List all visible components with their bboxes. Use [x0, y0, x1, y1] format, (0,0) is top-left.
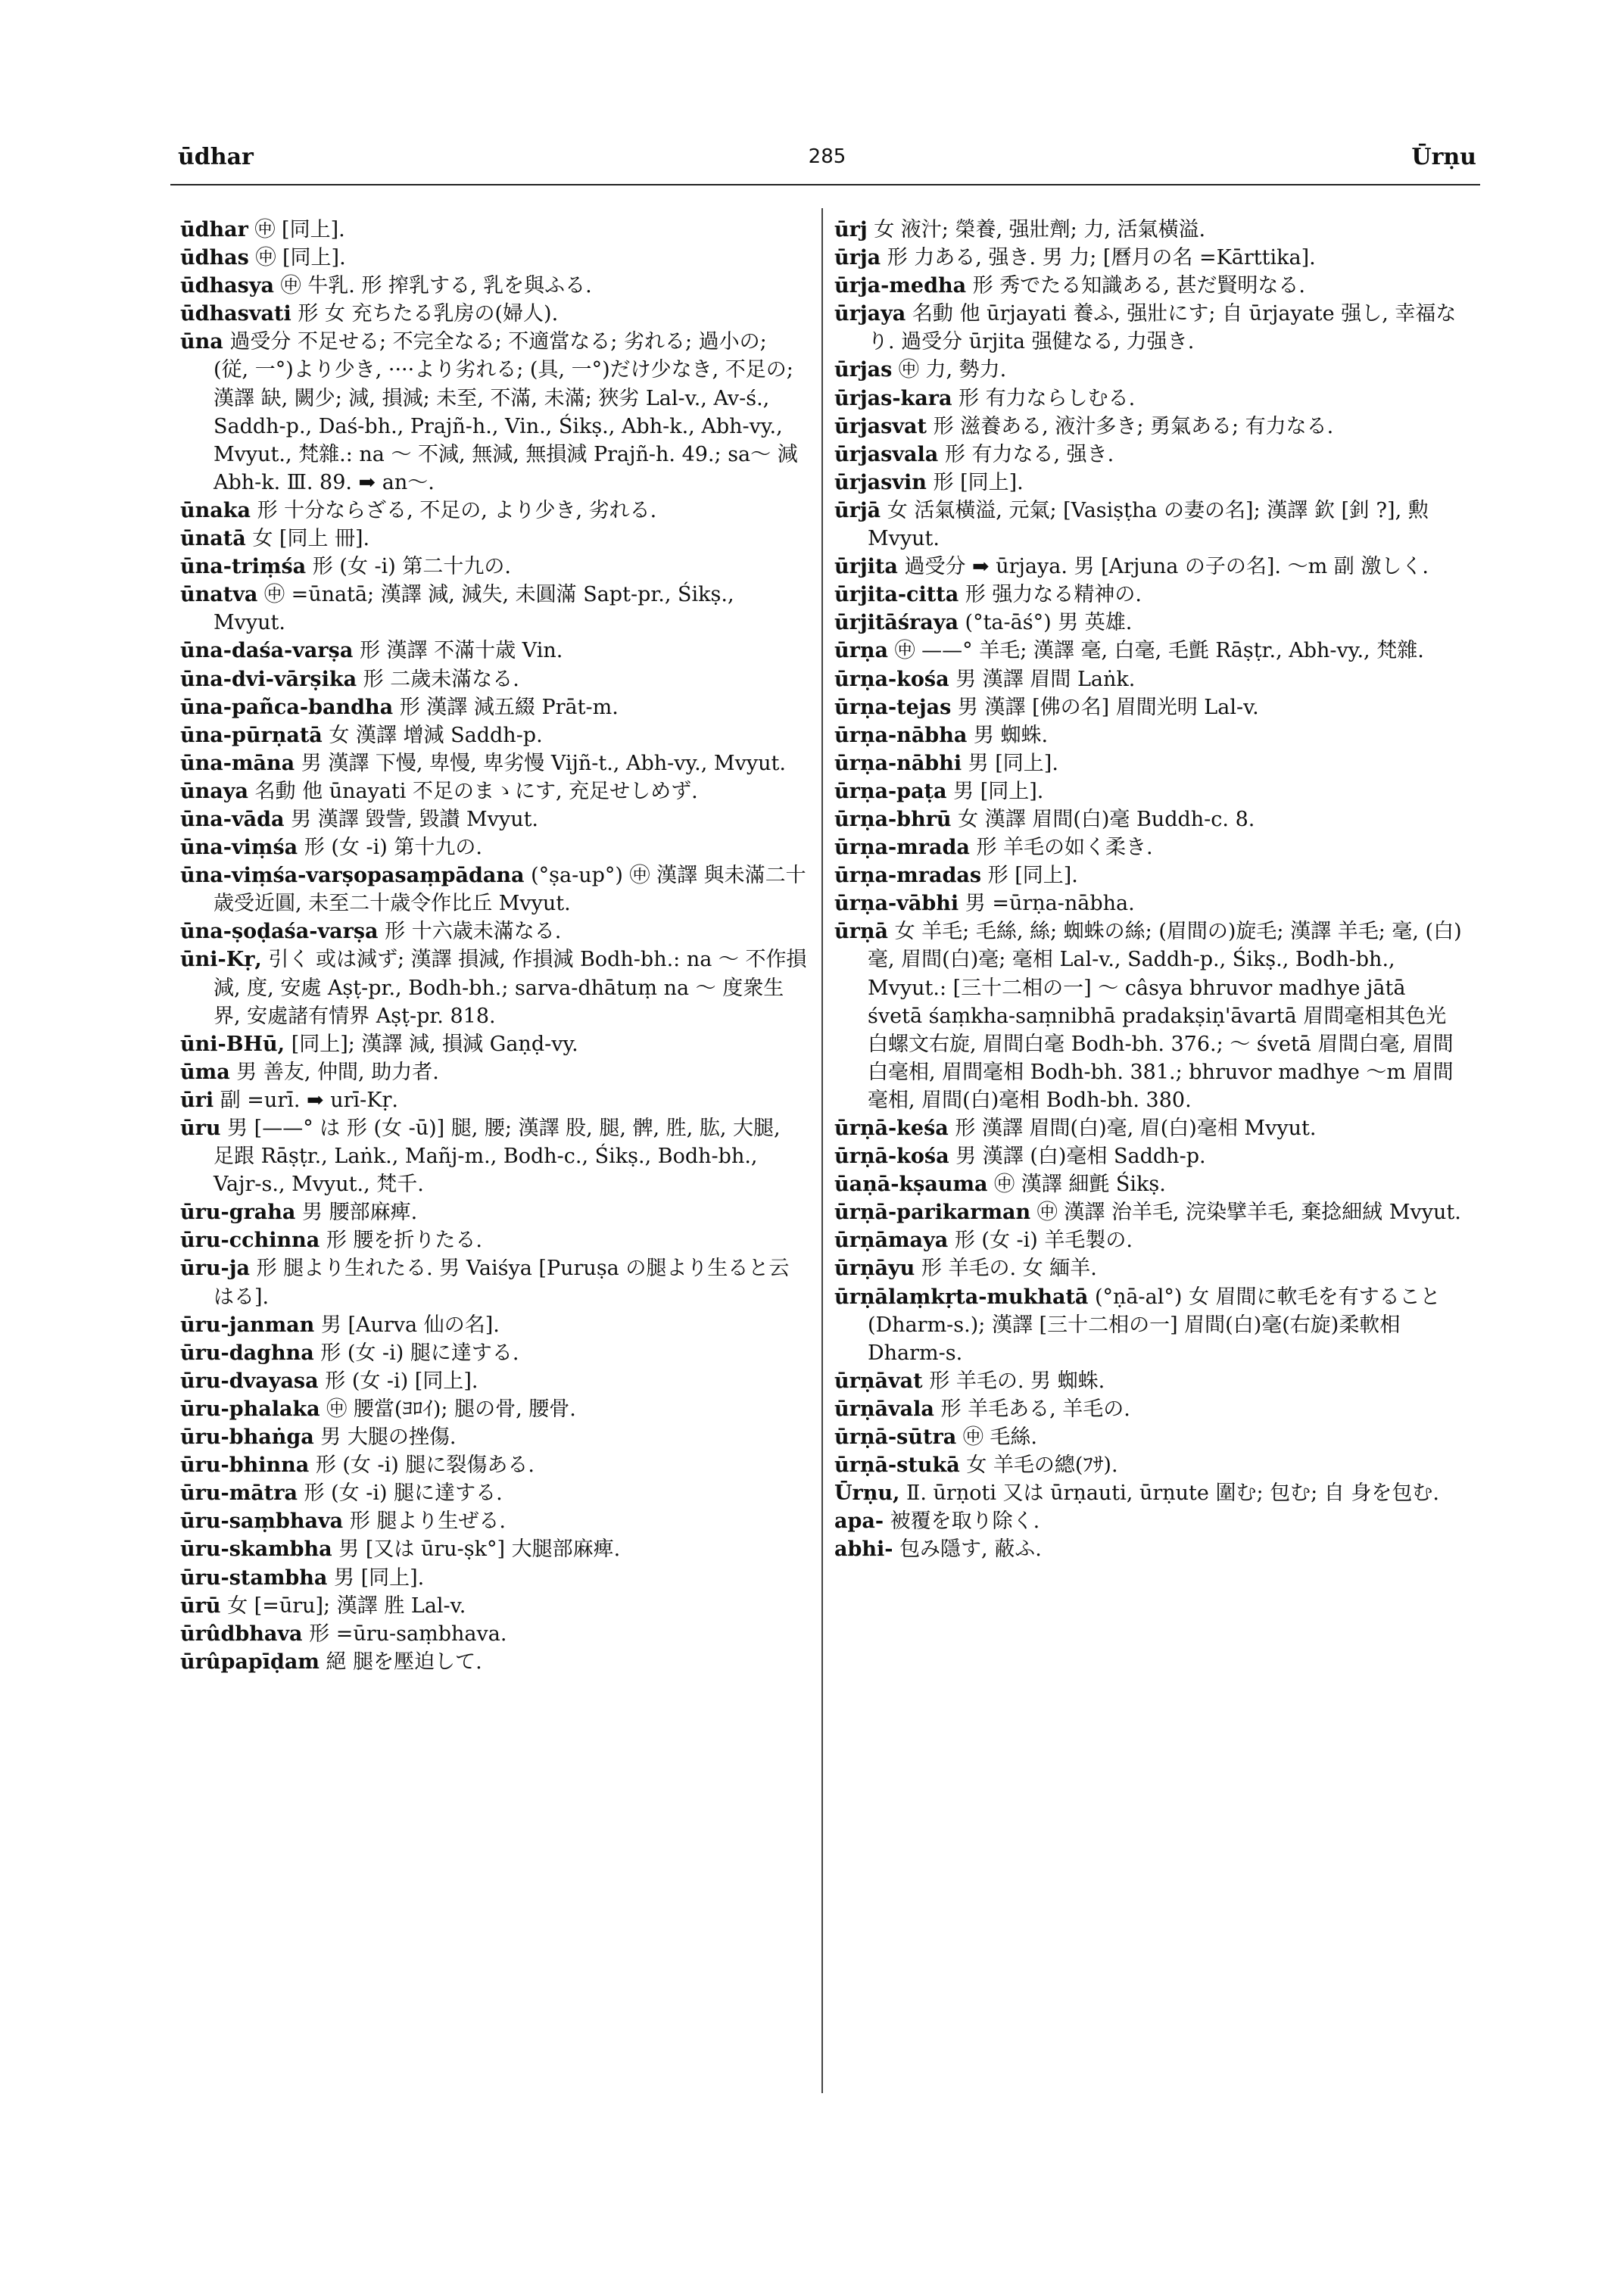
header-right-guide-word: Ūrṇu: [1411, 144, 1476, 170]
entry-definition: 形 (女 -i) 腿に裂傷ある.: [315, 1453, 535, 1478]
entry-definition: 形 强力なる精神の.: [965, 583, 1142, 607]
dictionary-entry: [180, 833, 807, 861]
entry-definition: ㊥ 漢譯 細氈 Śikṣ.: [994, 1173, 1166, 1197]
header-rule: [170, 184, 1480, 185]
entry-definition: 形 (女 -i) [同上].: [325, 1369, 478, 1393]
entry-definition: 包み隱す, 蔽ふ.: [899, 1537, 1042, 1562]
entry-definition: 形 腰を折りたる.: [326, 1229, 482, 1253]
dictionary-entry: [834, 693, 1463, 721]
entry-headword: ūru-ja: [180, 1257, 250, 1281]
entry-definition: 男 漢譯 下慢, 卑慢, 卑劣慢 Vijñ-t., Abh-vy., Mvyut.: [301, 751, 786, 775]
entry-definition: 形 羊毛の如く柔き.: [976, 836, 1153, 860]
entry-headword: ūrṇa-bhrū: [834, 807, 952, 831]
entry-headword: ūrṇā-sūtra: [834, 1425, 957, 1450]
entry-headword: ūrjasvin: [834, 470, 927, 494]
entry-headword: ūrṇa-paṭa: [834, 779, 947, 803]
entry-headword: ūrjita-citta: [834, 583, 959, 607]
entry-headword: ūru-bhinna: [180, 1453, 310, 1478]
entry-headword: ūnatā: [180, 527, 246, 551]
dictionary-entry: [180, 1564, 807, 1592]
dictionary-entry: [834, 441, 1463, 469]
dictionary-entry: [180, 244, 807, 272]
entry-headword: ūrṇa-nābhi: [834, 751, 962, 775]
entry-headword: ūrja: [834, 246, 881, 270]
entry-headword: ūrjas-kara: [834, 386, 952, 410]
dictionary-entry: [834, 469, 1463, 497]
entry-definition: 形 女 充ちたる乳房の(婦人).: [298, 302, 559, 326]
entry-headword: ūrṇāmaya: [834, 1229, 949, 1253]
entry-headword: ūna-vāda: [180, 807, 285, 831]
dictionary-entry: [834, 1451, 1463, 1479]
entry-definition: 男 [——° は 形 (女 -ū)] 腿, 腰; 漢譯 股, 腿, 髀, 胜, 肱, 大腿, 足跟 Rāṣṭr., Laṅk., Mañj-m., Bodh-c., Śikṣ., Bodh-bh., Vajr-s., Mvyut., 梵千.: [214, 1117, 781, 1197]
dictionary-entry: [834, 1170, 1463, 1198]
entry-definition: 女 活氣橫溢, 元氣; [Vasiṣṭha の妻の名]; 漢譯 欽 [釗 ?], 勲 Mvyut.: [868, 498, 1429, 551]
entry-headword: ūrṇā: [834, 920, 888, 944]
entry-headword: ūrjita: [834, 555, 898, 579]
entry-headword: ūru-janman: [180, 1313, 315, 1337]
entry-headword: ūrjasvat: [834, 414, 927, 438]
entry-definition: 形 十六歳未滿なる.: [385, 920, 562, 944]
entry-headword: ūrṇa-vābhi: [834, 892, 959, 916]
dictionary-entry: [834, 1423, 1463, 1451]
entry-headword: ūrjitāśraya: [834, 611, 959, 635]
entry-headword: ūrṇā-kośa: [834, 1145, 949, 1169]
entry-headword: ūna-dvi-vārṣika: [180, 667, 357, 691]
entry-definition: 女 [同上 冊].: [252, 527, 370, 551]
dictionary-entry: [834, 1198, 1463, 1226]
dictionary-entry: [834, 216, 1463, 244]
dictionary-entry: [180, 1030, 807, 1058]
entry-headword: ūrṇa: [834, 639, 888, 663]
dictionary-entry: [180, 1507, 807, 1535]
entry-definition: 形 (女 -i) 腿に達する.: [320, 1341, 519, 1365]
dictionary-entry: [834, 1507, 1463, 1535]
dictionary-entry: [834, 1395, 1463, 1423]
entry-headword: ūru-cchinna: [180, 1229, 320, 1253]
entry-definition: 形 漢譯 減五綴 Prāt-m.: [399, 695, 619, 719]
dictionary-entry: [180, 553, 807, 581]
entry-definition: (°ṇā-al°) 女 眉間に軟毛を有すること (Dharm-s.); 漢譯 [三十二相の一] 眉間(白)毫(右旋)柔軟相 Dharm-s.: [868, 1285, 1441, 1365]
entry-definition: 男 [同上].: [334, 1566, 425, 1590]
entry-headword: ūrûdbhava: [180, 1622, 303, 1646]
dictionary-entry: [180, 1058, 807, 1086]
entry-headword: ūnaya: [180, 779, 248, 803]
entry-headword: ūna-ṣoḍaśa-varṣa: [180, 920, 379, 944]
entry-headword: ūnaka: [180, 498, 251, 522]
entry-definition: 形 羊毛の. 男 蜘蛛.: [929, 1369, 1105, 1393]
entry-headword: ūna-triṃśa: [180, 555, 307, 579]
entry-headword: ūru-phalaka: [180, 1397, 320, 1421]
column-divider: [821, 208, 823, 2093]
entry-headword: ūrṇālaṃkṛta-mukhatā: [834, 1285, 1089, 1309]
entry-headword: ūrjasvala: [834, 442, 939, 466]
entry-headword: ūaṇā-kṣauma: [834, 1173, 988, 1197]
entry-headword: ūru-bhaṅga: [180, 1425, 314, 1450]
entry-definition: ㊥ 毛絲.: [962, 1425, 1037, 1450]
entry-headword: ūru: [180, 1117, 221, 1140]
entry-headword: ūrṇa-mrada: [834, 836, 970, 860]
entry-headword: ūrṇāvat: [834, 1369, 923, 1393]
dictionary-entry: [834, 272, 1463, 300]
dictionary-entry: [180, 1114, 807, 1198]
entry-definition: 男 腰部麻痺.: [302, 1201, 418, 1225]
dictionary-entry: [834, 889, 1463, 918]
entry-headword: ūrū: [180, 1594, 221, 1618]
entry-headword: ūrûpapīḍam: [180, 1650, 320, 1674]
entry-definition: 男 蜘蛛.: [973, 723, 1049, 747]
entry-definition: 男 大腿の挫傷.: [320, 1425, 457, 1450]
entry-headword: ūdhasvati: [180, 302, 291, 326]
dictionary-entry: [180, 1086, 807, 1114]
page-header: [178, 144, 1476, 182]
dictionary-entry: [834, 1535, 1463, 1563]
entry-headword: ūdhasya: [180, 274, 275, 298]
dictionary-entry: [834, 721, 1463, 749]
entry-headword: ūrṇa-nābha: [834, 723, 968, 747]
entry-definition: 形 羊毛ある, 羊毛の.: [940, 1397, 1130, 1421]
dictionary-entry: [180, 918, 807, 946]
dictionary-entry: [180, 1451, 807, 1479]
entry-headword: ūdhar: [180, 218, 248, 241]
entry-definition: ㊥ ——° 羊毛; 漢譯 毫, 白毫, 毛氈 Rāṣṭr., Abh-vy., 梵雜.: [894, 639, 1424, 663]
entry-definition: 形 腿より生ぜる.: [349, 1509, 506, 1534]
entry-headword: ūna-viṃśa-varṣopasaṃpādana: [180, 864, 525, 888]
entry-definition: 男 漢譯 (白)毫相 Saddh-p.: [955, 1145, 1206, 1169]
dictionary-entry: [180, 272, 807, 300]
dictionary-entry: [180, 1339, 807, 1367]
dictionary-entry: [180, 328, 807, 497]
entry-definition: 形 (女 -i) 第二十九の.: [312, 555, 511, 579]
entry-definition: Ⅱ. ūrṇoti 又は ūrṇauti, ūrṇute 圍む; 包む; 自 身を包む.: [906, 1481, 1439, 1506]
entry-definition: 形 漢譯 不滿十歳 Vin.: [359, 639, 563, 663]
dictionary-entry: [834, 918, 1463, 1114]
entry-definition: 女 漢譯 增減 Saddh-p.: [329, 723, 543, 747]
entry-headword: ūma: [180, 1060, 230, 1084]
dictionary-entry: [834, 637, 1463, 665]
entry-definition: 男 =ūrṇa-nābha.: [965, 892, 1135, 916]
entry-headword: abhi-: [834, 1537, 893, 1562]
dictionary-entry: [834, 1283, 1463, 1367]
entry-headword: ūrṇāvala: [834, 1397, 934, 1421]
dictionary-entry: [834, 300, 1463, 356]
entry-definition: (°ta-āś°) 男 英雄.: [965, 611, 1133, 635]
dictionary-entry: [834, 749, 1463, 777]
entry-definition: 女 漢譯 眉間(白)毫 Buddh-c. 8.: [958, 807, 1255, 831]
entry-definition: 女 羊毛; 毛絲, 絲; 蜘蛛の絲; (眉間の)旋毛; 漢譯 羊毛; 毫, (白)毫, 眉間(白)毫; 毫相 Lal-v., Saddh-p., Śikṣ., Bodh-bh., Mvyut.: [三十二相の一] ～ câsya bhruvor madhye jātā śvetā śaṃkha-saṃnibhā pradakṣiṇ'āvartā 眉間毫相其色光白螺文右旋, 眉間白毫 Bodh-bh. 376.; ～ śvetā 眉間白毫, 眉間白毫相, 眉間毫相 Bodh-bh. 381.; bhruvor madhye ～m 眉間毫相, 眉間(白)毫相 Bodh-bh. 380.: [868, 920, 1462, 1112]
entry-headword: ūna-māna: [180, 751, 295, 775]
dictionary-entry: [834, 356, 1463, 384]
dictionary-entry: [834, 1479, 1463, 1507]
dictionary-entry: [834, 833, 1463, 861]
entry-headword: ūna-daśa-varṣa: [180, 639, 354, 663]
dictionary-entry: [834, 861, 1463, 889]
entry-headword: ūru-mātra: [180, 1481, 298, 1506]
entry-definition: (°ṣa-up°) ㊥ 漢譯 與未滿二十歳受近圓, 未至二十歳令作比丘 Mvyut.: [214, 864, 806, 916]
dictionary-entry: [834, 1254, 1463, 1282]
dictionary-entry: [834, 1226, 1463, 1254]
dictionary-entry: [180, 805, 807, 833]
dictionary-entry: [834, 413, 1463, 441]
entry-definition: 形 滋養ある, 液汁多き; 勇氣ある; 有力なる.: [933, 414, 1334, 438]
entry-definition: 形 力ある, 强き. 男 力; [曆月の名 =Kārttika].: [887, 246, 1316, 270]
entry-definition: 形 (女 -i) 第十九の.: [304, 836, 482, 860]
entry-definition: 男 [又は ūru-ṣk°] 大腿部麻痺.: [338, 1537, 621, 1562]
dictionary-entry: [180, 1423, 807, 1451]
dictionary-entry: [834, 665, 1463, 693]
dictionary-entry: [834, 609, 1463, 637]
entry-definition: 形 秀でたる知識ある, 甚だ賢明なる.: [972, 274, 1306, 298]
entry-headword: ūri: [180, 1088, 214, 1112]
entry-headword: ūrṇa-kośa: [834, 667, 949, 691]
entry-headword: apa-: [834, 1509, 884, 1534]
entry-definition: 副 =urī. ➡ urī-Kṛ.: [220, 1088, 398, 1112]
dictionary-entry: [180, 637, 807, 665]
dictionary-entry: [180, 721, 807, 749]
dictionary-entry: [180, 1367, 807, 1395]
entry-definition: ㊥ [同上].: [254, 218, 345, 241]
entry-headword: ūrṇa-tejas: [834, 695, 952, 719]
entry-definition: ㊥ [同上].: [255, 246, 346, 270]
page-number: 285: [808, 145, 846, 168]
entry-headword: ūru-stambha: [180, 1566, 328, 1590]
entry-definition: 被覆を取り除く.: [890, 1509, 1040, 1534]
dictionary-entry: [834, 805, 1463, 833]
entry-definition: 男 [同上].: [968, 751, 1058, 775]
entry-headword: ūdhas: [180, 246, 249, 270]
entry-headword: ūrṇā-parikarman: [834, 1201, 1031, 1225]
dictionary-entry: [180, 216, 807, 244]
entry-headword: ūna-pañca-bandha: [180, 695, 394, 719]
dictionary-entry: [834, 553, 1463, 581]
dictionary-entry: [180, 1395, 807, 1423]
dictionary-entry: [180, 1592, 807, 1620]
entry-definition: 名動 他 ūrjayati 養ふ, 强壯にす; 自 ūrjayate 强し, 幸福なり. 過受分 ūrjita 强健なる, 力强き.: [868, 302, 1457, 354]
entry-definition: 形 (女 -i) 羊毛製の.: [954, 1229, 1133, 1253]
entry-definition: 形 羊毛の. 女 緬羊.: [921, 1257, 1097, 1281]
entry-definition: 男 漢譯 眉間 Laṅk.: [955, 667, 1136, 691]
entry-definition: ㊥ =ūnatā; 漢譯 減, 減失, 未圓滿 Sapt-pr., Śikṣ., Mvyut.: [214, 583, 734, 635]
entry-definition: 形 腿より生れたる. 男 Vaiśya [Puruṣa の腿より生ると云はる].: [214, 1257, 790, 1309]
entry-definition: 形 (女 -i) 腿に達する.: [304, 1481, 503, 1506]
entry-definition: 過受分 不足せる; 不完全なる; 不適當なる; 劣れる; 過小の; (従, 一°)より少き, ····より劣れる; (具, 一°)だけ少なき, 不足の; 漢譯 缺, 闕少; 減, 損減; 未至, 不滿, 未滿; 狹劣 Lal-v., Av-ś., Saddh-p., Daś-bh., Prajñ-h., Vin., Śikṣ., Abh-k., Abh-vy., Mvyut., 梵雜.: na ～ 不減, 無減, 無損減 Prajñ-h. 49.; sa～ 減 Abh-k. Ⅲ. 89. ➡ an～.: [214, 330, 798, 494]
dictionary-entry: [834, 581, 1463, 609]
left-column: [180, 216, 807, 1676]
dictionary-entry: [180, 693, 807, 721]
entry-headword: ūnatva: [180, 583, 258, 607]
entry-definition: ㊥ 力, 勢力.: [898, 358, 1007, 382]
entry-definition: 形 =ūru-saṃbhava.: [309, 1622, 507, 1646]
entry-headword: ūrṇā-keśa: [834, 1117, 949, 1140]
entry-definition: ㊥ 腰當(ﾖﾛｲ); 腿の骨, 腰骨.: [326, 1397, 576, 1421]
entry-headword: ūrṇā-stukā: [834, 1453, 960, 1478]
entry-headword: ūrjaya: [834, 302, 906, 326]
entry-definition: 形 有力ならしむる.: [959, 386, 1136, 410]
entry-definition: 形 十分ならざる, 不足の, より少き, 劣れる.: [257, 498, 657, 522]
header-left-guide-word: ūdhar: [178, 144, 254, 170]
entry-definition: 女 [=ūru]; 漢譯 胜 Lal-v.: [227, 1594, 466, 1618]
dictionary-entry: [180, 946, 807, 1030]
entry-headword: ūrjā: [834, 498, 881, 522]
entry-definition: 形 漢譯 眉間(白)毫, 眉(白)毫相 Mvyut.: [955, 1117, 1317, 1140]
dictionary-entry: [180, 300, 807, 328]
entry-headword: ūru-dvayasa: [180, 1369, 319, 1393]
dictionary-entry: [180, 1198, 807, 1226]
dictionary-entry: [180, 1620, 807, 1648]
entry-headword: ūrṇa-mradas: [834, 864, 982, 888]
entry-headword: ūna: [180, 330, 223, 354]
dictionary-entry: [180, 1479, 807, 1507]
entry-definition: 引く 或は減ず; 漢譯 損減, 作損減 Bodh-bh.: na ～ 不作損減, 度, 安處 Aṣṭ-pr., Bodh-bh.; sarva-dhātuṃ na ～ 度衆生界, 安處諸有情界 Aṣṭ-pr. 818.: [214, 948, 807, 1028]
entry-headword: ūna-viṃśa: [180, 836, 298, 860]
dictionary-entry: [834, 244, 1463, 272]
entry-definition: 女 液汁; 榮養, 强壯劑; 力, 活氣橫溢.: [874, 218, 1206, 241]
entry-headword: ūna-pūrṇatā: [180, 723, 323, 747]
entry-headword: ūrj: [834, 218, 868, 241]
entry-headword: ūru-skambha: [180, 1537, 332, 1562]
dictionary-entry: [834, 1367, 1463, 1395]
dictionary-entry: [180, 497, 807, 525]
dictionary-entry: [834, 385, 1463, 413]
entry-definition: 名動 他 ūnayati 不足のまゝにす, 充足せしめず.: [254, 779, 698, 803]
entry-definition: 男 [Aurva 仙の名].: [320, 1313, 500, 1337]
dictionary-entry: [180, 749, 807, 777]
entry-headword: ūni-BHū,: [180, 1032, 285, 1056]
dictionary-entry: [180, 861, 807, 918]
dictionary-entry: [180, 1311, 807, 1339]
entry-headword: ūrjas: [834, 358, 893, 382]
entry-headword: Ūrṇu,: [834, 1481, 900, 1506]
entry-definition: 男 善友, 仲間, 助力者.: [236, 1060, 439, 1084]
entry-definition: 形 有力なる, 强き.: [944, 442, 1114, 466]
dictionary-entry: [834, 777, 1463, 805]
entry-definition: 男 漢譯 毀訾, 毀讃 Mvyut.: [291, 807, 539, 831]
entry-headword: ūru-graha: [180, 1201, 296, 1225]
dictionary-entry: [834, 497, 1463, 553]
dictionary-entry: [180, 525, 807, 553]
entry-headword: ūrja-medha: [834, 274, 967, 298]
entry-headword: ūni-Kṛ,: [180, 948, 262, 972]
entry-definition: ㊥ 牛乳. 形 搾乳する, 乳を與ふる.: [280, 274, 592, 298]
entry-definition: ㊥ 漢譯 治羊毛, 浣染擘羊毛, 棄捻細絨 Mvyut.: [1036, 1201, 1461, 1225]
dictionary-entry: [180, 777, 807, 805]
dictionary-entry: [180, 581, 807, 637]
dictionary-entry: [180, 665, 807, 693]
entry-definition: 男 [同上].: [953, 779, 1044, 803]
entry-headword: ūru-daghna: [180, 1341, 314, 1365]
entry-headword: ūrṇāyu: [834, 1257, 915, 1281]
entry-definition: [同上]; 漢譯 減, 損減 Gaṇḍ-vy.: [291, 1032, 578, 1056]
dictionary-entry: [180, 1535, 807, 1563]
entry-definition: 過受分 ➡ ūrjaya. 男 [Arjuna の子の名]. ～m 副 激しく.: [904, 555, 1429, 579]
right-column: [834, 216, 1463, 1564]
entry-definition: 形 [同上].: [987, 864, 1078, 888]
dictionary-entry: [180, 1648, 807, 1676]
entry-definition: 形 二歲未滿なる.: [363, 667, 519, 691]
entry-definition: 男 漢譯 [佛の名] 眉間光明 Lal-v.: [957, 695, 1259, 719]
entry-definition: 女 羊毛の總(ﾌｻ).: [966, 1453, 1118, 1478]
entry-definition: 絕 腿を壓迫して.: [326, 1650, 482, 1674]
dictionary-entry: [834, 1114, 1463, 1142]
entry-headword: ūru-saṃbhava: [180, 1509, 344, 1534]
dictionary-entry: [180, 1226, 807, 1254]
dictionary-entry: [834, 1142, 1463, 1170]
entry-definition: 形 [同上].: [933, 470, 1024, 494]
dictionary-entry: [180, 1254, 807, 1310]
